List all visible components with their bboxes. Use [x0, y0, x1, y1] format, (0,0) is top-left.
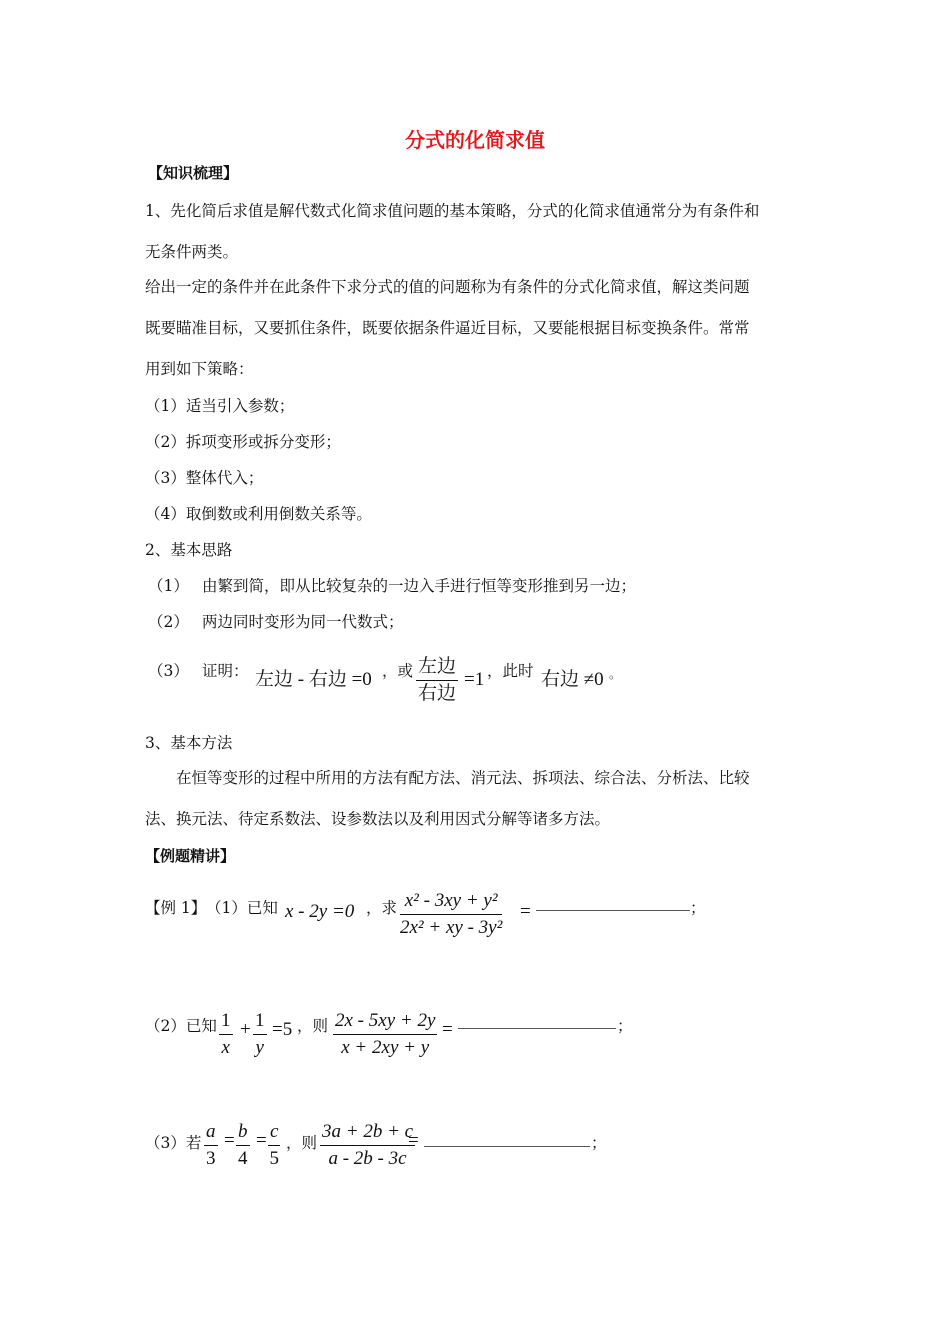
formula-difference: 左边 - 右边 =0 — [255, 669, 372, 690]
fraction-numerator: a — [204, 1121, 218, 1146]
fraction-numerator: 3a + 2b + c — [320, 1121, 415, 1146]
question-2-equals-five: =5 — [272, 1019, 293, 1040]
question-3-prefix: （3）若 — [145, 1134, 202, 1152]
paragraph-1-line-2: 无条件两类。 — [145, 243, 239, 261]
fraction-denominator: y — [255, 1037, 264, 1058]
fraction-denominator: 5 — [269, 1148, 279, 1169]
question-1-condition: x - 2y =0 — [285, 901, 355, 922]
fraction-denominator: 右边 — [418, 683, 457, 704]
fraction-denominator: x — [221, 1037, 230, 1058]
idea-heading: 2、基本思路 — [145, 541, 233, 559]
idea-1-text: 由繁到简，即从比较复杂的一边入手进行恒等变形推到另一边； — [202, 577, 637, 595]
question-2-plus: + — [240, 1019, 251, 1040]
question-2-fraction-1-over-y — [253, 1010, 267, 1059]
question-2-answer-blank[interactable] — [458, 1028, 616, 1029]
fraction-numerator: 1 — [219, 1010, 233, 1035]
question-3-end: ； — [591, 1134, 607, 1152]
idea-3-text: 证明： — [202, 662, 249, 680]
question-2-prefix: （2）已知 — [145, 1017, 217, 1035]
formula-period: 。 — [609, 667, 622, 681]
formula-equals-one: =1 — [464, 669, 485, 690]
idea-1-number: （1） — [148, 577, 189, 595]
page-title: 分式的化简求值 — [405, 128, 545, 152]
question-1-equals: = — [520, 901, 531, 922]
fraction-denominator: 3 — [206, 1148, 216, 1169]
question-2-end: ； — [617, 1017, 633, 1035]
question-3-answer-blank[interactable] — [424, 1146, 590, 1147]
fraction-denominator: 4 — [238, 1148, 248, 1169]
idea-3-number: （3） — [148, 662, 189, 680]
question-2-then: ，则 — [297, 1017, 329, 1035]
paragraph-2-line-3: 用到如下策略： — [145, 360, 254, 378]
question-3-fraction-c — [268, 1121, 280, 1170]
question-3-fraction-b — [236, 1121, 250, 1170]
question-3-equals-2: = — [256, 1130, 267, 1151]
fraction-denominator: 2x² + xy - 3y² — [400, 917, 503, 938]
fraction-numerator: c — [268, 1121, 280, 1146]
question-2-fraction — [333, 1010, 437, 1059]
fraction-numerator: 1 — [253, 1010, 267, 1035]
question-3-then: ，则 — [286, 1134, 318, 1152]
example-1-label: 【例 1】 — [145, 899, 207, 917]
fraction-denominator: x + 2xy + y — [341, 1037, 430, 1058]
strategy-item: （3）整体代入； — [145, 469, 264, 487]
question-3-fraction — [320, 1121, 415, 1170]
question-1-end: ； — [690, 899, 706, 917]
question-3-equals-1: = — [224, 1130, 235, 1151]
fraction-denominator: a - 2b - 3c — [328, 1148, 407, 1169]
formula-separator-2: ，此时 — [487, 662, 534, 680]
paragraph-2-line-1: 给出一定的条件并在此条件下求分式的值的问题称为有条件的分式化简求值，解这类问题 — [145, 278, 750, 296]
idea-2-text: 两边同时变形为同一代数式； — [202, 613, 404, 631]
strategy-item: （2）拆项变形或拆分变形； — [145, 433, 341, 451]
section-heading-examples: 【例题精讲】 — [145, 847, 236, 865]
method-line-1: 在恒等变形的过程中所用的方法有配方法、消元法、拆项法、综合法、分析法、比较 — [176, 769, 750, 787]
strategy-item: （1）适当引入参数； — [145, 397, 295, 415]
question-2-equals: = — [442, 1019, 453, 1040]
fraction-numerator: 左边 — [416, 656, 458, 681]
paragraph-1-line-1: 1、先化简后求值是解代数式化简求值问题的基本策略，分式的化简求值通常分为有条件和 — [145, 202, 760, 220]
paragraph-2-line-2: 既要瞄准目标，又要抓住条件，既要依据条件逼近目标，又要能根据目标变换条件。常常 — [145, 319, 750, 337]
question-2-fraction-1-over-x — [219, 1010, 233, 1059]
formula-ratio-fraction — [416, 656, 458, 705]
section-heading-knowledge: 【知识梳理】 — [148, 164, 239, 182]
question-3-equals: = — [408, 1130, 419, 1151]
fraction-numerator: x² - 3xy + y² — [400, 890, 502, 915]
fraction-numerator: 2x - 5xy + 2y — [333, 1010, 437, 1035]
idea-2-number: （2） — [148, 613, 189, 631]
method-line-2: 法、换元法、待定系数法、设参数法以及利用因式分解等诸多方法。 — [145, 810, 611, 828]
question-3-fraction-a — [204, 1121, 218, 1170]
strategy-item: （4）取倒数或利用倒数关系等。 — [145, 505, 372, 523]
question-1-answer-blank[interactable] — [536, 910, 690, 911]
question-1-ask: ，求 — [366, 899, 398, 917]
question-1-prefix: （1）已知 — [206, 899, 278, 917]
formula-nonzero: 右边 ≠0 — [541, 669, 604, 690]
formula-separator: ，或 — [382, 662, 414, 680]
fraction-numerator: b — [236, 1121, 250, 1146]
question-1-fraction — [400, 890, 502, 939]
method-heading: 3、基本方法 — [145, 734, 233, 752]
